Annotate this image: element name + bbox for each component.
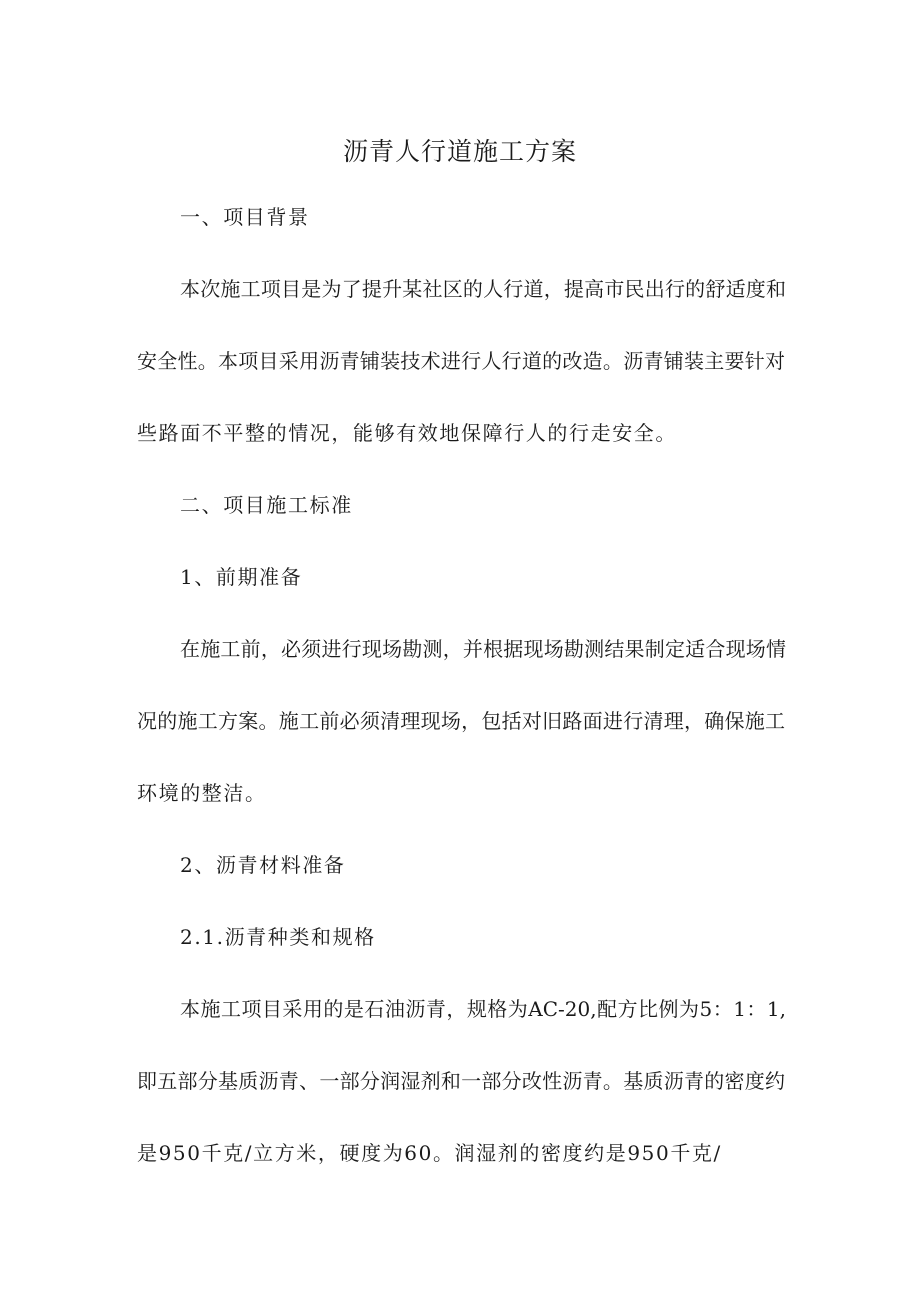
- paragraph-line: 是950千克/立方米，硬度为60。润湿剂的密度约是950千克/: [137, 1141, 722, 1165]
- paragraph-line: 安全性。本项目采用沥青铺装技术进行人行道的改造。沥青铺装主要针对: [137, 349, 785, 373]
- subsection-heading-asphalt-types: 2.1.沥青种类和规格: [180, 925, 376, 949]
- subsection-heading-preparation: 1、前期准备: [180, 565, 303, 589]
- paragraph-line: 本施工项目采用的是石油沥青，规格为AC-20,配方比例为5：1：1,: [180, 997, 786, 1021]
- subsection-heading-asphalt-materials: 2、沥青材料准备: [180, 853, 346, 877]
- document-title: 沥青人行道施工方案: [342, 137, 577, 166]
- paragraph-line: 环境的整洁。: [137, 781, 267, 805]
- section-heading-standards: 二、项目施工标准: [180, 493, 353, 517]
- section-heading-background: 一、项目背景: [180, 205, 310, 229]
- paragraph-line: 本次施工项目是为了提升某社区的人行道，提高市民出行的舒适度和: [180, 277, 786, 301]
- paragraph-line: 况的施工方案。施工前必须清理现场，包括对旧路面进行清理，确保施工: [137, 709, 785, 733]
- paragraph-line: 即五部分基质沥青、一部分润湿剂和一部分改性沥青。基质沥青的密度约: [137, 1069, 785, 1093]
- paragraph-line: 在施工前，必须进行现场勘测，并根据现场勘测结果制定适合现场情: [180, 637, 786, 661]
- paragraph-line: 些路面不平整的情况，能够有效地保障行人的行走安全。: [137, 421, 677, 445]
